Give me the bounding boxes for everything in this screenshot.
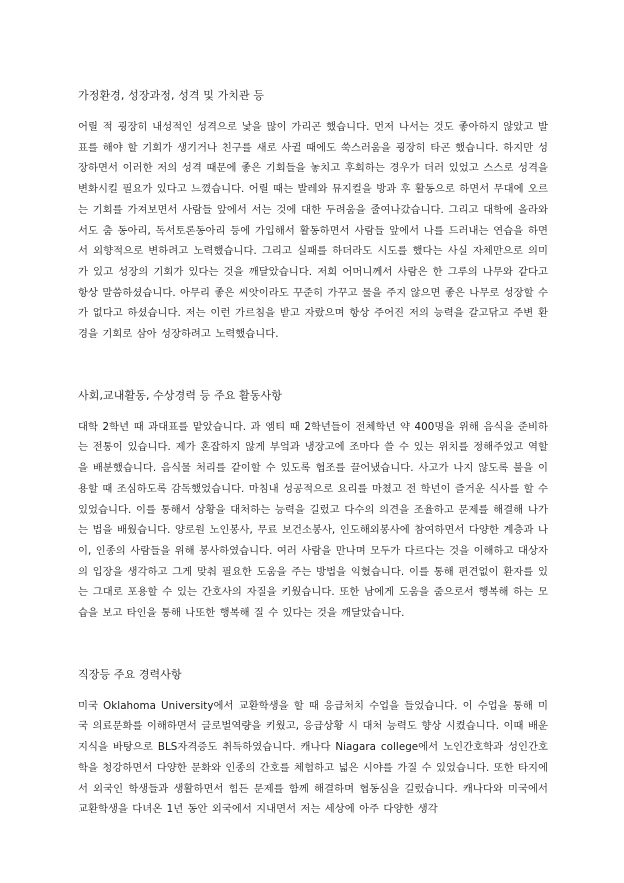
- section-heading: 가정환경, 성장과정, 성격 및 가치관 등: [78, 89, 265, 102]
- section-body: 미국 Oklahoma University에서 교환학생을 할 때 응급처치 수업을 들었습니다. 이 수업을 통해 미국 의료문화를 이해하면서 글로벌역량을 키웠고, 응급상황 시 대처 능력도 향상 시켰습니다. 이때 배운 지식을 바탕으로 BLS자격증도 취득하였습니다. 캐나다 Niagara college에서 노인간호학과 성인간호학을 청강하면서 다양한 문화와 인종의 간호를 체험하고 넓은 시야를 가질 수 있었습니다. 또한 타지에서 외국인 학생들과 생활하면서 힘든 문제를 함께 해결하며 협동심을 길렀습니다. 캐나다와 미국에서 교환학생을 다녀온 1년 동안 외국에서 지내면서 저는 세상에 아주 다양한 생각: [78, 699, 548, 816]
- section-activities-awards: [78, 388, 548, 624]
- section-body: 대학 2학년 때 과대표를 맡았습니다. 과 엠티 때 2학년들이 전체학년 약 400명을 위해 음식을 준비하는 전통이 있습니다. 제가 혼잡하지 않게 부엌과 냉장고에 조마다 쓸 수 있는 위치를 정해주었고 역할을 배분했습니다. 음식물 처리를 같이할 수 있도록 협조를 끌어냈습니다. 사고가 나지 않도록 불을 이용할 때 조심하도록 감독했었습니다. 마침내 성공적으로 요리를 마쳤고 전 학년이 즐거운 식사를 할 수 있었습니다. 이를 통해서 상황을 대처하는 능력을 길렀고 다수의 의견을 조율하고 문제를 해결해 나가는 법을 배웠습니다. 양로원 노인봉사, 무료 보건소봉사, 인도해외봉사에 참여하면서 다양한 계층과 나이, 인종의 사람들을 위해 봉사하였습니다. 여러 사람을 만나며 모두가 다르다는 것을 이해하고 대상자의 입장을 생각하고 그게 맞춰 필요한 도움을 주는 방법을 익혔습니다. 이를 통해 편견없이 환자를 있는 그대로 포용할 수 있는 간호사의 자질을 키웠습니다. 또한 남에게 도움을 줌으로서 행복해 하는 모습을 보고 타인을 통해 나또한 행복해 질 수 있다는 것을 깨달았습니다.: [78, 420, 548, 620]
- section-body: 어릴 적 굉장히 내성적인 성격으로 낯을 많이 가리곤 했습니다. 먼저 나서는 것도 좋아하지 않았고 발표를 해야 할 기회가 생기거나 친구를 새로 사귈 때에도 쑥스러움을 굉장히 타곤 했습니다. 하지만 성장하면서 이러한 저의 성격 때문에 좋은 기회들을 놓치고 후회하는 경우가 더러 있었고 스스로 성격을 변화시킬 필요가 있다고 느꼈습니다. 어릴 때는 발레와 뮤지컬을 방과 후 활동으로 하면서 무대에 오르는 기회를 가져보면서 사람들 앞에서 서는 것에 대한 두려움을 줄여나갔습니다. 그리고 대학에 올라와서도 춤 동아리, 독서토론동아리 등에 가입해서 활동하면서 사람들 앞에서 나를 드러내는 연습을 하면서 외향적으로 변하려고 노력했습니다. 그리고 실패를 하더라도 시도를 했다는 사실 자체만으로 의미가 있고 성장의 기회가 있다는 것을 깨달았습니다. 저희 어머니께서 사람은 한 그루의 나무와 같다고 항상 말씀하셨습니다. 아무리 좋은 씨앗이라도 꾸준히 가꾸고 물을 주지 않으면 좋은 나무로 성장할 수가 없다고 하셨습니다. 저는 이런 가르침을 받고 자랐으며 항상 주어진 저의 능력을 갈고닦고 주변 환경을 기회로 삼아 성장하려고 노력했습니다.: [78, 121, 548, 341]
- section-heading: 직장등 주요 경력사항: [78, 667, 182, 681]
- section-family-growth-personality: [78, 88, 548, 345]
- section-heading: 사회,교내활동, 수상경력 등 주요 활동사항: [78, 388, 282, 402]
- section-career-experience: [78, 667, 548, 820]
